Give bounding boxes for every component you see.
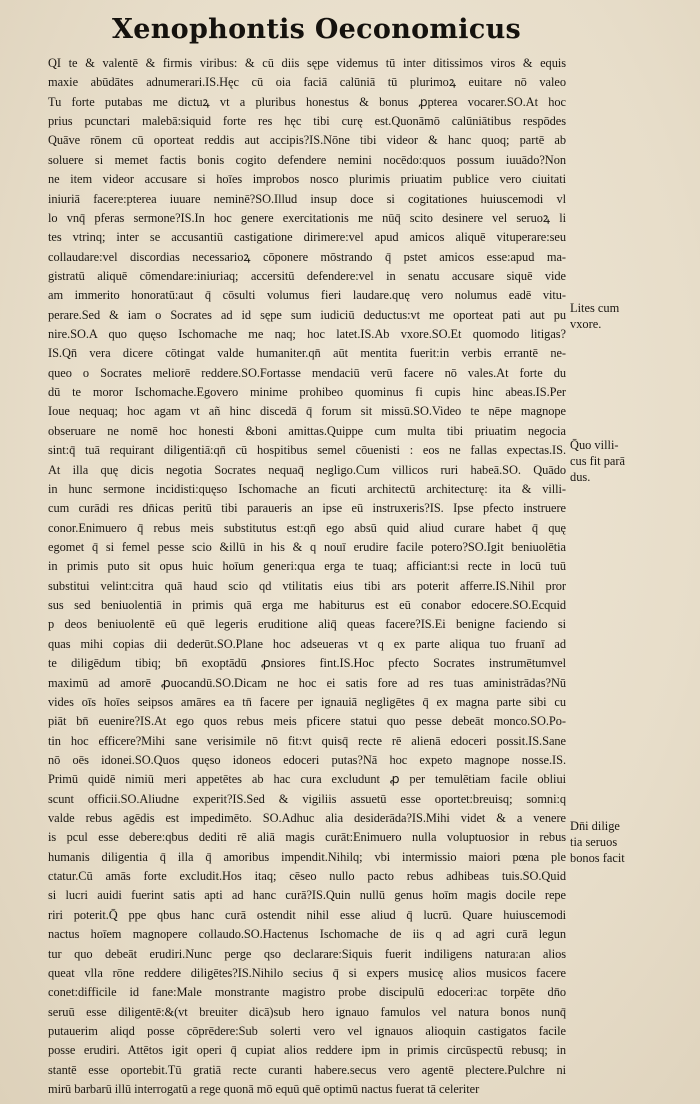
text-line: nactus hoīem magnopere collaudo.SO.Hactenus Ischomache de iis q ad agri curā legun [48,927,566,942]
margin-note-lites [570,300,690,332]
margin-note-line: bonos facit [570,851,625,865]
margin-note-line: vxore. [570,317,602,331]
text-line: dū te moror Ischomache.Egovero minime prohibeo quominus fi cupis hinc abeas.IS.Per [48,385,566,400]
text-line: QI te & valentē & firmis viribus: & cū diis sępe videmus tū inter ditissimos viros & equis [48,56,566,70]
text-line: vides oīs hoīes seipsos amāres ea tn̄ facere per ignauiā negligētes q̄ ex magna parte sibi cu [48,694,566,709]
text-line: IS.Qn̄ vera dicere cōtingat valde humaniter.qn̄ aūt mentita fuerit:in verbis errantē ne- [48,346,566,361]
text-line: queo o Socrates meliorē reddere.SO.Fortasse mendaciū verū facere nō vales.At forte du [48,365,566,380]
text-line: prius pcunctari malebā:siquid forte res hęc tibi curę est.Quonāmō calūniātibus respōdes [48,114,566,129]
text-line: conet:difficile id fane:Male monstrante magistro probe discipulū edoceri:ac torpēte dn̄o [48,985,566,1000]
text-line: sint:q̄ tuā requirant diligentiā:qn̄ cū hospitibus semel cōuenisti : eos ne fallas expectas.IS. [48,443,566,458]
text-line: tin hoc efficere?Mihi sane verisimile nō fit:vt quisq̄ recte rē alienā edoceri possit.IS.Sane [48,733,566,748]
text-line: queat vlla rōne reddere diligētes?IS.Nihilo secius q̄ si expers musicę alios musicos facere [48,965,566,980]
text-line: mirū barbarū illū interrogatū a rege quonā mō equū quē optimū nactus fuerat tā celeriter [48,1082,480,1097]
text-line: quas mihi copias dii dederūt.SO.Plane hoc adseueras vt q ex parte aliqua tuo fruanī ad [48,636,566,651]
text-line: sus sed beniuolentiā in primis quā erga me habiturus est eū conabor edocere.SO.Ecquid [48,598,566,613]
text-line: te diligēdum tibiq; bn̄ exoptādū ꝓnsiores fint.IS.Hoc pfecto Socrates instrumētumvel [48,656,566,671]
page-title: Xenophontis Oeconomicus [112,14,522,45]
text-line: soluere si memet factis bonis cogito defendere nemini nocēdo:quos possum iuuādo?Non [48,152,566,167]
text-line: piāt bn̄ euenire?IS.At ego quos rebus meis pficere statui quo pesse debeāt monco.SO.Po- [48,714,566,729]
text-line: humanis diligentia q̄ illa q̄ amoribus impendit.Nihilq; vbi intermissio maiori pœna ple [48,849,566,864]
text-line: perare.Sed & iam o Socrates ad id sępe sum iudiciū deductus:vt me oporteat pati aut pu [48,307,566,322]
text-line: ctatur.Cū amās forte excludit.Hos itaq; cēseo nullo pacto rebus adhibeas tuis.SO.Quid [48,869,566,884]
text-line: nire.SO.A quo quęso Ischomache me naq; hoc latet.IS.Ab vxore.SO.Et quomodo litigas? [48,327,566,342]
text-line: iniuriā facere:pterea iuuare neminē?SO.Illud insup doce si cogitationes huiuscemodi vl [48,191,566,206]
text-line: Ioue nequaq; hoc agam vt añ hinc discedā q̄ forum sit missū.SO.Video te nēpe magnope [48,404,566,419]
margin-note-line: Q̄uo villi- [570,438,619,452]
text-line: conor.Enimuero q̄ rebus meis substitutus est:qn̄ ego absū quid aliud curare habet q̄ quę [48,520,566,535]
text-line: p deos beniuolentē eū quē legeris eruditione aliq̄ queas facere?IS.Ei benigne faciendo si [48,617,566,632]
text-line: Quāve rōnem cū oporteat reddis aut accipis?IS.Nōne tibi videor & hanc quoq; partē ab [48,133,566,148]
text-line: Tu forte putabas me dictuꝝ vt a pluribus honestus & bonus ꝓpterea vocarer.SO.At hoc [48,94,566,109]
text-line: putauerim aliqd posse cōprēdere:Sub solerti vero vel ignauos alioquin castigatos facile [48,1023,566,1038]
text-line: egomet q̄ si femel pesse scio &illū in his & q nouī erudire facile potero?SO.Igit beniuolētia [48,539,566,554]
text-line: ne item videor accusare si hoīes improbos nosco plurimis priuatim publice vero ciuitati [48,172,566,187]
text-line: riri poterit.Q̄ ppe qbus hanc curā ostendit nihil esse aliud q̄ lucrū. Quare huiuscemodi [48,907,566,922]
text-line: cum curādi res dn̄icas peritū tibi paraueris an ipse eū instruxeris?IS. Ipse pfecto instruere [48,501,566,516]
margin-note-villicus [570,437,690,485]
text-line: obseruare ne nomē hoc honesti &boni amittas.Quippe cum multa tibi priuatim negocia [48,423,566,438]
text-line: collaudare:vel discordias necessarioꝝ cōponere mōstrando q̄ pstet amicos esse:apud ma- [48,249,566,264]
margin-note-line: Lites cum [570,301,620,315]
text-line: in hunc sermone incidisti:quęso Ischomache an ficuti architectū architecturę: ita & villi- [48,481,566,496]
text-line: si lucri auidi fuerint satis apti ad hanc curā?IS.Quin nullū genus hoīm magis docile repe [48,888,566,903]
text-line: nō oēs idonei.SO.Quos quęso idoneos edoceri putas?Nā hoc expeto magnope nosse.IS. [48,752,566,767]
text-line: in primis puto sit opus huic hoīum generi:qua erga te tuaq; afficiant:si recte in locū tuū [48,559,566,574]
margin-note-domini [570,818,690,866]
text-line: tur quo debeāt erudiri.Nunc perge qso declarare:Siquis fuerit indiligens natura:an alios [48,946,566,961]
text-line: is pcul esse debere:qbus dediti rē aliā magis curāt:Enimuero nulla voluptuosior in rebus [48,830,566,845]
text-line: maxie abūdātes adnumerari.IS.Hęc cū oia faciā calūniā tū plurimoꝝ euitare nō valeo [48,75,566,90]
text-line: seruū esse diligentē:&(vt breuiter dicā)sub hero ignauo famulos vel natura bonos nunq̄ [48,1004,566,1019]
margin-note-line: tia seruos [570,835,618,849]
main-text-column [48,54,566,1099]
text-line: stantē esse oportebit.Tū gratiā recte curanti habere.secus vero agentē plectere.Pulchre ni [48,1062,566,1077]
margin-note-line: dus. [570,470,591,484]
text-line: gistratū aliquē cōmendare:iniuriaq; accersitū defendere:vel in senatu accusare siquē vide [48,268,566,283]
text-line: Primū quidē nimiū meri appetētes ab hac cura excludunt ꝓ per temulētiam facile obliui [48,772,566,787]
text-line: tes vtrinq; inter se accusantiū castigatione dirimere:vel apud amicos aliquē vituperare:seu [48,230,566,245]
text-line: am immerito honoratū:aut q̄ cōsulti volumus fieri laudare.quę vero nolumus eadē vitu- [48,288,566,303]
text-line: valde rebus agēdis est impedimēto. SO.Adhuc alia desiderāda?IS.Mihi videt & a venere [48,811,566,826]
text-line: At illa quę dicis negotia Socrates nequaq̄ negligo.Cum villicos ruri habeā.SO. Quādo [48,462,566,477]
margin-note-line: cus fit parā [570,454,626,468]
text-line: substitui velint:citra quā haud scio qd vtilitatis eius tibi ars poterit afferre.IS.Nihil pror [48,578,566,593]
margin-note-line: Dn̄i dilige [570,819,620,833]
text-line: scunt officii.SO.Aliudne experit?IS.Sed & vigiliis assuetū esse oportet:breuisq; somni:q [48,791,566,806]
text-line: lo vnq̄ pferas sermone?IS.In hoc genere exercitationis me nūq̄ scito desinere vel seruoꝝ li [48,210,566,225]
text-line: maximū ad amorē ꝓuocandū.SO.Dicam ne hoc ei satis fore ad res tuas aministrādas?Nū [48,675,566,690]
text-line: posse erudiri. Attētos igit operi q̄ cupiat alios reddere ipm in primis circūspectū rebusq; in [48,1043,566,1058]
